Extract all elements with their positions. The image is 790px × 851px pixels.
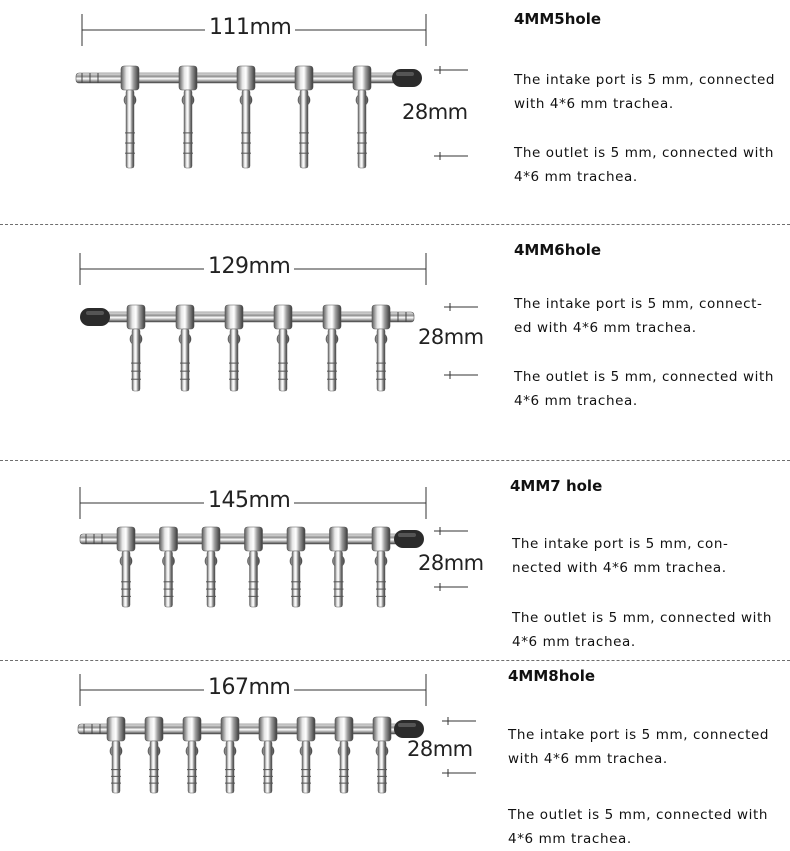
valve-outlet bbox=[287, 527, 305, 607]
valve-outlet bbox=[259, 717, 277, 793]
valve-outlet bbox=[353, 66, 371, 168]
height-dimension-label: 28mm bbox=[418, 551, 484, 575]
valve-outlet bbox=[297, 717, 315, 793]
outlet-description: The outlet is 5 mm, connected with 4*6 mm trachea. bbox=[512, 610, 773, 650]
width-dimension-label: 111mm bbox=[205, 15, 295, 40]
valve-outlet bbox=[127, 305, 145, 391]
rubber-end-cap bbox=[394, 530, 424, 548]
valve-outlet bbox=[245, 527, 263, 607]
valve-outlet bbox=[202, 527, 220, 607]
valve-outlet bbox=[176, 305, 194, 391]
valve-outlet bbox=[107, 717, 125, 793]
intake-description: The intake port is 5 mm, con-nected with 4*6 mm trachea. bbox=[512, 536, 729, 576]
product-title: 4MM7 hole bbox=[510, 477, 603, 495]
manifold-photo bbox=[0, 0, 500, 224]
product-title: 4MM8hole bbox=[508, 667, 596, 685]
rubber-end-cap bbox=[80, 308, 110, 326]
valve-outlet bbox=[160, 527, 178, 607]
product-section-6-hole bbox=[0, 225, 790, 460]
valve-outlet bbox=[221, 717, 239, 793]
product-section-8-hole bbox=[0, 661, 790, 850]
height-dimension-label: 28mm bbox=[418, 325, 484, 349]
valve-outlet bbox=[274, 305, 292, 391]
height-dimension-label: 28mm bbox=[407, 737, 473, 761]
valve-outlet bbox=[237, 66, 255, 168]
valve-outlet bbox=[373, 717, 391, 793]
rubber-end-cap bbox=[392, 69, 422, 87]
height-dimension-label: 28mm bbox=[402, 100, 468, 124]
rubber-end-cap bbox=[394, 720, 424, 738]
width-dimension-label: 129mm bbox=[204, 254, 294, 279]
cap-highlight bbox=[398, 723, 416, 727]
product-title: 4MM5hole bbox=[514, 10, 602, 28]
valve-outlet bbox=[121, 66, 139, 168]
valve-outlet bbox=[323, 305, 341, 391]
product-title: 4MM6hole bbox=[514, 241, 602, 259]
width-dimension-label: 145mm bbox=[204, 488, 294, 513]
intake-description: The intake port is 5 mm, connect-ed with 4*6 mm trachea. bbox=[514, 296, 763, 336]
width-dimension-label: 167mm bbox=[204, 675, 294, 700]
cap-highlight bbox=[398, 533, 416, 537]
valve-outlet bbox=[372, 305, 390, 391]
valve-outlet bbox=[145, 717, 163, 793]
outlet-description: The outlet is 5 mm, connected with 4*6 mm trachea. bbox=[514, 145, 775, 185]
product-section-5-hole bbox=[0, 0, 790, 224]
valve-outlet bbox=[179, 66, 197, 168]
outlet-description: The outlet is 5 mm, connected with 4*6 mm trachea. bbox=[508, 807, 769, 847]
valve-outlet bbox=[330, 527, 348, 607]
cap-highlight bbox=[396, 72, 414, 76]
valve-outlet bbox=[117, 527, 135, 607]
manifold-photo bbox=[0, 225, 500, 460]
manifold-rail bbox=[78, 724, 414, 734]
valve-outlet bbox=[183, 717, 201, 793]
product-section-7-hole bbox=[0, 461, 790, 660]
intake-description: The intake port is 5 mm, connected with 4*6 mm trachea. bbox=[508, 727, 770, 767]
cap-highlight bbox=[86, 311, 104, 315]
valve-outlet bbox=[335, 717, 353, 793]
manifold-photo bbox=[0, 661, 500, 850]
valve-outlet bbox=[372, 527, 390, 607]
outlet-description: The outlet is 5 mm, connected with 4*6 mm trachea. bbox=[514, 369, 775, 409]
valve-outlet bbox=[295, 66, 313, 168]
intake-description: The intake port is 5 mm, connected with 4*6 mm trachea. bbox=[514, 72, 776, 112]
manifold-photo bbox=[0, 461, 500, 660]
valve-outlet bbox=[225, 305, 243, 391]
